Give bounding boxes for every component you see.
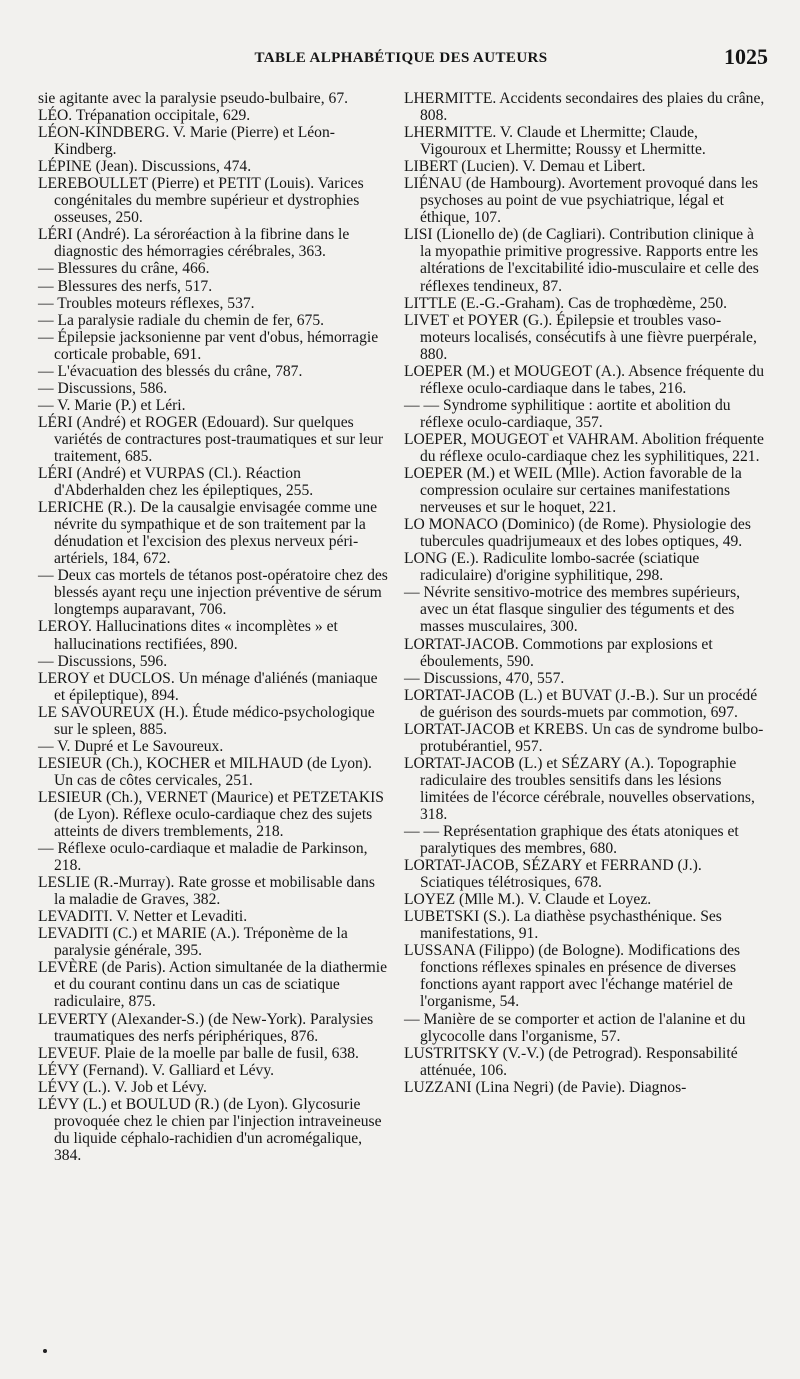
- index-entry: LEVADITI. V. Netter et Levaditi.: [38, 908, 248, 926]
- index-entry: — Discussions, 470, 557.: [404, 669, 565, 687]
- printer-dot: [43, 1349, 47, 1353]
- index-entry: LUSSANA (Filippo) (de Bologne). Modifications des fonctions réflexes spinales en présence de diverses fonctions ayant rapport avec l'échange matériel de l'organisme, 54.: [404, 942, 741, 1011]
- index-entry: LORTAT-JACOB (L.) et BUVAT (J.-B.). Sur un procédé de guérison des sourds-muets par commotion, 697.: [404, 686, 758, 721]
- index-entry: LORTAT-JACOB. Commotions par explosions et éboulements, 590.: [404, 635, 713, 670]
- page-header: [30, 44, 772, 78]
- index-entry: LOEPER (M.) et MOUGEOT (A.). Absence fréquente du réflexe oculo-cardiaque dans le tabes, 216.: [404, 362, 765, 397]
- index-entry: — Troubles moteurs réflexes, 537.: [38, 294, 255, 312]
- index-entry: LÉVY (Fernand). V. Galliard et Lévy.: [38, 1061, 275, 1079]
- index-entry: LORTAT-JACOB (L.) et SÉZARY (A.). Topographie radiculaire des troubles sensitifs dans les lésions limitées de l'écorce cérébrale, nouvelles observations, 318.: [404, 754, 755, 823]
- index-entry: LIÉNAU (de Hambourg). Avortement provoqué dans les psychoses au point de vue psychiatrique, légal et éthique, 107.: [404, 175, 759, 227]
- index-entry: LESIEUR (Ch.), VERNET (Maurice) et PETZETAKIS (de Lyon). Réflexe oculo-cardiaque chez des sujets atteints de divers tremblements, 218.: [38, 788, 384, 841]
- index-entry: — Discussions, 596.: [38, 652, 168, 670]
- index-entry: LÉRI (André) et VURPAS (Cl.). Réaction d'Abderhalden chez les épileptiques, 255.: [38, 465, 314, 500]
- index-entry: — Blessures des nerfs, 517.: [38, 277, 213, 295]
- index-entry: LE SAVOUREUX (H.). Étude médico-psychologique sur le spleen, 885.: [38, 703, 375, 738]
- index-entry: LESIEUR (Ch.), KOCHER et MILHAUD (de Lyon). Un cas de côtes cervicales, 251.: [38, 754, 372, 789]
- index-entry: — — Représentation graphique des états atoniques et paralytiques des membres, 680.: [404, 823, 739, 858]
- index-entry: LEROY. Hallucinations dites « incomplètes » et hallucinations rectifiées, 890.: [38, 618, 338, 653]
- index-entry: LÉRI (André). La séroréaction à la fibrine dans le diagnostic des hémorragies cérébrales, 363.: [38, 226, 350, 261]
- index-entry: LÉRI (André) et ROGER (Edouard). Sur quelques variétés de contractures post-traumatiques et sur leur traitement, 685.: [38, 413, 384, 465]
- index-entry: LÉPINE (Jean). Discussions, 474.: [38, 158, 252, 176]
- index-entry: LEVEUF. Plaie de la moelle par balle de fusil, 638.: [38, 1044, 359, 1062]
- index-entry: LHERMITTE. Accidents secondaires des plaies du crâne, 808.: [404, 90, 765, 125]
- index-entry: LUBETSKI (S.). La diathèse psychasthénique. Ses manifestations, 91.: [404, 908, 722, 943]
- index-entry: — Réflexe oculo-cardiaque et maladie de Parkinson, 218.: [38, 840, 368, 875]
- index-entry: — V. Marie (P.) et Léri.: [38, 396, 186, 414]
- index-entry: LEVADITI (C.) et MARIE (A.). Tréponème de la paralysie générale, 395.: [38, 925, 348, 960]
- index-entry: LOYEZ (Mlle M.). V. Claude et Loyez.: [404, 891, 652, 909]
- index-entry: LERICHE (R.). De la causalgie envisagée comme une névrite du sympathique et de son traitement par la dénudation et l'excision des plexus nerveux péri-artériels, 184, 672.: [38, 499, 378, 568]
- index-entry: — La paralysie radiale du chemin de fer, 675.: [38, 311, 325, 329]
- index-entry: LIBERT (Lucien). V. Demau et Libert.: [404, 158, 646, 176]
- index-entry: LITTLE (E.-G.-Graham). Cas de trophœdème, 250.: [404, 294, 728, 312]
- index-entry: — Discussions, 586.: [38, 379, 168, 397]
- index-entry: LONG (E.). Radiculite lombo-sacrée (sciatique radiculaire) d'origine syphilitique, 298.: [404, 550, 700, 585]
- running-title: TABLE ALPHABÉTIQUE DES AUTEURS: [254, 50, 548, 66]
- index-entry: LÉON-KINDBERG. V. Marie (Pierre) et Léon-Kindberg.: [38, 124, 335, 159]
- index-entry: — Manière de se comporter et action de l'alanine et du glycocolle dans l'organisme, 57.: [404, 1010, 746, 1045]
- index-entry: LEREBOULLET (Pierre) et PETIT (Louis). Varices congénitales du membre supérieur et dystrophies osseuses, 250.: [38, 175, 364, 227]
- index-entry: LUSTRITSKY (V.-V.) (de Petrograd). Responsabilité atténuée, 106.: [404, 1044, 738, 1079]
- index-entry: — Névrite sensitivo-motrice des membres supérieurs, avec un état flasque singulier des téguments et des masses musculaires, 300.: [404, 584, 741, 636]
- index-entry: LOEPER, MOUGEOT et VAHRAM. Abolition fréquente du réflexe oculo-cardiaque chez les syphilitiques, 221.: [404, 430, 764, 465]
- index-entry: LÉVY (L.) et BOULUD (R.) (de Lyon). Glycosurie provoquée chez le chien par l'injection intraveineuse du liquide céphalo-rachidien d'un acromégalique, 384.: [38, 1095, 382, 1164]
- index-entry: LESLIE (R.-Murray). Rate grosse et mobilisable dans la maladie de Graves, 382.: [38, 874, 375, 909]
- index-entry: LISI (Lionello de) (de Cagliari). Contribution clinique à la myopathie primitive progressive. Rapports entre les altérations de l'excitabilité idio-musculaire et celle des réflexes tendineux, 87.: [404, 226, 759, 295]
- left-column: [38, 90, 390, 1164]
- index-entry: LOEPER (M.) et WEIL (Mlle). Action favorable de la compression oculaire sur certaines manifestations nerveuses et sur le hoquet, 221.: [404, 465, 742, 517]
- page-number: 1025: [724, 44, 768, 69]
- index-entry: sie agitante avec la paralysie pseudo-bulbaire, 67.: [38, 90, 349, 107]
- index-entry: — L'évacuation des blessés du crâne, 787.: [38, 362, 303, 380]
- index-entry: — Deux cas mortels de tétanos post-opératoire chez des blessés ayant reçu une injection préventive de sérum longtemps auparavant, 706.: [38, 567, 388, 619]
- index-entry: LIVET et POYER (G.). Épilepsie et troubles vaso-moteurs localisés, consécutifs à une fièvre puerpérale, 880.: [404, 311, 757, 363]
- index-entry: LO MONACO (Dominico) (de Rome). Physiologie des tubercules quadrijumeaux et des lobes optiques, 49.: [404, 516, 751, 551]
- index-entry: — Blessures du crâne, 466.: [38, 260, 210, 278]
- index-entry: LORTAT-JACOB et KREBS. Un cas de syndrome bulbo-protubérantiel, 957.: [404, 720, 764, 755]
- right-column: [404, 90, 768, 1096]
- index-entry: LEVERTY (Alexander-S.) (de New-York). Paralysies traumatiques des nerfs périphériques, 876.: [38, 1010, 374, 1045]
- index-entry: — — Syndrome syphilitique : aortite et abolition du réflexe oculo-cardiaque, 357.: [404, 396, 731, 431]
- index-entry: LÉO. Trépanation occipitale, 629.: [38, 107, 251, 125]
- index-entry: LHERMITTE. V. Claude et Lhermitte; Claude, Vigouroux et Lhermitte; Roussy et Lhermitte.: [404, 124, 706, 159]
- index-entry: LEVÈRE (de Paris). Action simultanée de la diathermie et du courant continu dans un cas de sciatique radiculaire, 875.: [38, 959, 388, 1011]
- index-entry: — V. Dupré et Le Savoureux.: [38, 737, 224, 755]
- index-entry: LUZZANI (Lina Negri) (de Pavie). Diagnos-: [404, 1078, 687, 1096]
- index-entry: LÉVY (L.). V. Job et Lévy.: [38, 1078, 207, 1096]
- index-entry: LORTAT-JACOB, SÉZARY et FERRAND (J.). Sciatiques télétrosiques, 678.: [404, 857, 702, 892]
- index-entry: LEROY et DUCLOS. Un ménage d'aliénés (maniaque et épileptique), 894.: [38, 669, 378, 704]
- index-entry: — Épilepsie jacksonienne par vent d'obus, hémorragie corticale probable, 691.: [38, 328, 379, 363]
